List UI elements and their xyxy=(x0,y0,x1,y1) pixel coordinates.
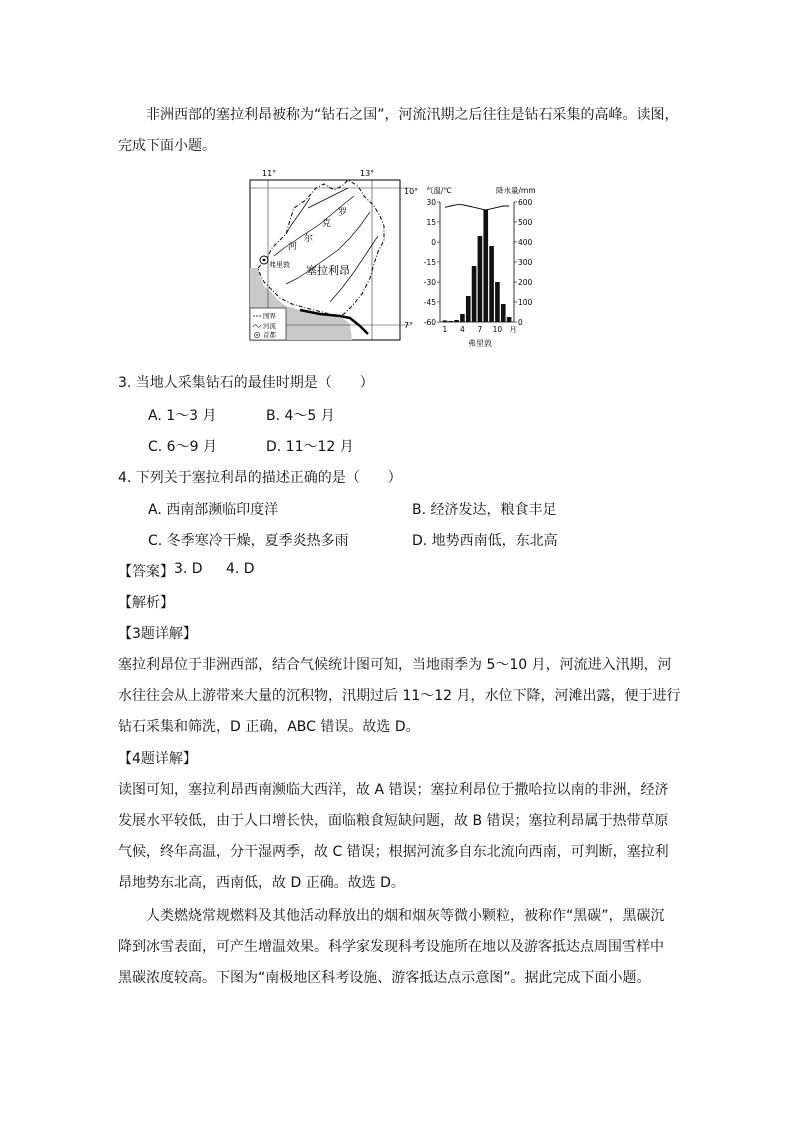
temp-tick-label: -30 xyxy=(423,278,436,287)
legend-capital-dot xyxy=(256,334,258,336)
temp-tick-label: 0 xyxy=(431,238,436,247)
q4-stem: 4. 下列关于塞拉利昂的描述正确的是（ ） xyxy=(118,470,402,486)
precip-bar-8 xyxy=(483,210,488,322)
q3-stem: 3. 当地人采集钻石的最佳时期是（ ） xyxy=(118,375,374,391)
river-label-2: 克 xyxy=(322,219,332,229)
intro2-line-3: 黑碳浓度较高。下图为“南极地区科考设施、游客抵达点示意图”。据此完成下面小题。 xyxy=(118,970,651,986)
precip-bar-6 xyxy=(472,266,477,322)
precip-bars xyxy=(443,210,512,322)
precip-bar-11 xyxy=(501,304,506,322)
map xyxy=(250,169,418,340)
precip-tick-label: 200 xyxy=(518,278,533,287)
capital-label: 弗里敦 xyxy=(269,261,290,269)
precip-bar-9 xyxy=(489,246,494,322)
capital-icon-dot xyxy=(263,259,266,262)
river-label-3: 尔 xyxy=(304,234,314,244)
river-label-1: 罗 xyxy=(338,208,348,218)
precip-tick-label: 600 xyxy=(518,198,533,207)
analysis-label: 【解析】 xyxy=(118,595,174,611)
climate-chart xyxy=(424,185,536,348)
temp-tick-label: 15 xyxy=(426,218,436,227)
q3-option-c: C. 6～9 月 xyxy=(148,439,217,455)
lon-left-label: 11° xyxy=(262,169,277,178)
detail-4-label: 【4题详解】 xyxy=(118,751,197,767)
legend-river-label: 河流 xyxy=(263,322,276,330)
detail-4-line-4: 昂地势东北高，西南低，故 D 正确。故选 D。 xyxy=(118,875,405,891)
lat-top-label: 10° xyxy=(404,187,419,196)
country-label: 塞拉利昂 xyxy=(306,264,350,277)
figure xyxy=(250,168,540,352)
temp-tick-label: -45 xyxy=(423,298,436,307)
river-label-4: 河 xyxy=(288,242,298,252)
q4-option-a: A. 西南部濒临印度洋 xyxy=(148,502,279,518)
precip-bar-7 xyxy=(478,236,483,322)
lon-right-label: 13° xyxy=(360,169,375,178)
precip-ticks xyxy=(514,198,533,327)
precip-bar-5 xyxy=(466,296,471,322)
intro-line-1: 非洲西部的塞拉利昂被称为“钻石之国”，河流汛期之后往往是钻石采集的高峰。读图， xyxy=(146,107,679,123)
precip-tick-label: 300 xyxy=(518,258,533,267)
legend-border-label: 国界 xyxy=(263,312,276,320)
precip-bar-4 xyxy=(460,314,465,322)
precip-bar-3 xyxy=(454,320,459,322)
precip-tick-label: 100 xyxy=(518,298,533,307)
x-ticks xyxy=(443,325,517,334)
q3-option-b: B. 4～5 月 xyxy=(266,408,335,424)
figure-svg xyxy=(250,168,540,352)
q4-option-b: B. 经济发达，粮食丰足 xyxy=(412,502,557,518)
detail-3-label: 【3题详解】 xyxy=(118,626,197,642)
month-unit-label: 月 xyxy=(509,325,517,334)
detail-4-line-3: 气候，终年高温，分干湿两季，故 C 错误；根据河流多自东北流向西南，可判断，塞拉利 xyxy=(118,844,669,860)
q4-option-d: D. 地势西南低，东北高 xyxy=(412,533,558,549)
month-tick-label: 7 xyxy=(477,325,483,334)
precip-bar-1 xyxy=(443,320,448,322)
answer-q4: 4. D xyxy=(226,561,255,577)
q3-option-a: A. 1～3 月 xyxy=(148,408,217,424)
detail-3-line-2: 水往往会从上游带来大量的沉积物，汛期过后 11～12 月，水位下降，河滩出露，便于进行 xyxy=(118,688,681,704)
temp-tick-label: 30 xyxy=(426,198,436,207)
q3-option-d: D. 11～12 月 xyxy=(266,439,354,455)
month-tick-label: 4 xyxy=(460,325,465,334)
month-tick-label: 1 xyxy=(442,325,448,334)
temperature-line xyxy=(445,205,509,210)
detail-3-line-3: 钻石采集和筛洗，D 正确，ABC 错误。故选 D。 xyxy=(118,719,420,735)
legend-capital-label: 首都 xyxy=(263,331,276,339)
temp-ticks xyxy=(424,198,440,327)
precip-axis-title: 降水量/mm xyxy=(496,186,536,195)
precip-bar-12 xyxy=(507,317,512,322)
lat-bottom-label: 7° xyxy=(404,321,414,330)
detail-3-line-1: 塞拉利昂位于非洲西部，结合气候统计图可知，当地雨季为 5～10 月，河流进入汛期，河 xyxy=(118,657,672,673)
precip-tick-label: 0 xyxy=(518,318,523,327)
chart-title: 弗里敦 xyxy=(468,339,492,348)
intro-line-2: 完成下面小题。 xyxy=(118,138,216,154)
answer-q3: 3. D xyxy=(174,561,203,577)
month-tick-label: 10 xyxy=(492,325,503,334)
temp-tick-label: -15 xyxy=(423,258,436,267)
precip-bar-10 xyxy=(495,282,500,322)
detail-4-line-1: 读图可知，塞拉利昂西南濒临大西洋，故 A 错误；塞拉利昂位于撒哈拉以南的非洲，经济 xyxy=(118,782,669,798)
precip-bar-2 xyxy=(448,321,453,322)
temp-tick-label: -60 xyxy=(423,318,436,327)
q4-option-c: C. 冬季寒冷干燥，夏季炎热多雨 xyxy=(148,533,349,549)
intro2-line-1: 人类燃烧常规燃料及其他活动释放出的烟和烟灰等微小颗粒，被称作“黑碳”，黑碳沉 xyxy=(146,908,665,924)
precip-tick-label: 500 xyxy=(518,218,533,227)
intro2-line-2: 降到冰雪表面，可产生增温效果。科学家发现科考设施所在地以及游客抵达点周围雪样中 xyxy=(118,939,664,955)
answer-label: 【答案】 xyxy=(118,564,174,580)
detail-4-line-2: 发展水平较低，由于人口增长快，面临粮食短缺问题，故 B 错误；塞拉利昂属于热带草原 xyxy=(118,813,669,829)
temp-axis-title: 气温/℃ xyxy=(426,186,452,195)
precip-tick-label: 400 xyxy=(518,238,533,247)
